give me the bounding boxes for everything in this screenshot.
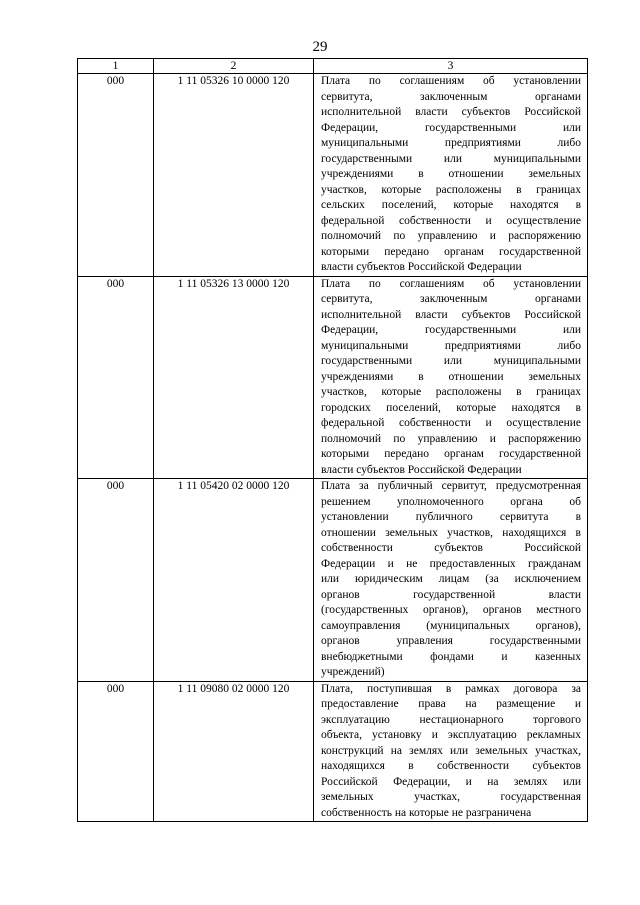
description-line: собственность на которые не разграничена xyxy=(321,806,532,819)
description-line: собственности субъектов Российской xyxy=(321,542,581,554)
description-line: Российской Федерации, и на землях или xyxy=(321,775,581,788)
description-line: власти субъектов Российской Федерации xyxy=(321,463,522,476)
description-line: земельных участках, государственная xyxy=(321,791,581,803)
table-row xyxy=(78,479,588,682)
income-code-cell: 1 11 05326 13 0000 120 xyxy=(154,276,314,479)
description-line: государственными или муниципальными xyxy=(321,152,581,165)
table-row xyxy=(78,681,588,822)
description-cell xyxy=(314,681,588,822)
description-line: исполнительной власти субъектов Российской xyxy=(321,308,581,321)
description-line: внебюджетными фондами и казенных xyxy=(321,650,581,663)
description-line: федеральной собственности и осуществление xyxy=(321,417,581,429)
description-line: полномочий по управлению и распоряжению xyxy=(321,230,581,242)
table-row xyxy=(78,276,588,479)
description-line: исполнительной власти субъектов Российской xyxy=(321,106,581,118)
description-line: Федерации и не предоставленных гражданам xyxy=(321,557,581,570)
admin-code-cell: 000 xyxy=(78,276,154,479)
description-line: городских поселений, которые находятся в xyxy=(321,401,581,414)
table-header-row xyxy=(78,59,588,74)
description-line: полномочий по управлению и распоряжению xyxy=(321,432,581,445)
description-cell xyxy=(314,479,588,682)
description-cell xyxy=(314,276,588,479)
admin-code-cell: 000 xyxy=(78,74,154,277)
description-line: муниципальными предприятиями либо xyxy=(321,339,581,352)
description-line: учреждениями в отношении земельных xyxy=(321,370,581,383)
income-code-cell: 1 11 05420 02 0000 120 xyxy=(154,479,314,682)
table-body xyxy=(78,74,588,822)
description-line: учреждениями в отношении земельных xyxy=(321,168,581,180)
column-header-2: 2 xyxy=(154,59,314,74)
description-line: власти субъектов Российской Федерации xyxy=(321,261,522,273)
description-line: Плата по соглашениям об установлении xyxy=(321,75,581,87)
column-header-1: 1 xyxy=(78,59,154,74)
income-code-cell: 1 11 05326 10 0000 120 xyxy=(154,74,314,277)
description-line: федеральной собственности и осуществление xyxy=(321,214,581,227)
description-cell xyxy=(314,74,588,277)
description-line: которыми передано органам государственной xyxy=(321,245,581,258)
description-line: учреждений) xyxy=(321,666,385,678)
description-line: которыми передано органам государственной xyxy=(321,448,581,460)
description-line: участков, которые расположены в границах xyxy=(321,386,581,398)
description-line: самоуправления (муниципальных органов), xyxy=(321,619,581,632)
description-line: Федерации, государственными или xyxy=(321,121,581,134)
description-line: Плата за публичный сервитут, предусмотренная xyxy=(321,480,581,492)
description-line: (государственных органов), органов местного xyxy=(321,604,581,616)
description-line: установлении публичного сервитута в xyxy=(321,511,581,523)
description-line: конструкций на землях или земельных участках, xyxy=(321,744,581,757)
admin-code-cell: 000 xyxy=(78,681,154,822)
description-line: участков, которые расположены в границах xyxy=(321,183,581,196)
column-header-3: 3 xyxy=(314,59,588,74)
description-line: находящихся в собственности субъектов xyxy=(321,760,581,772)
classification-table xyxy=(77,58,588,822)
description-line: Плата по соглашениям об установлении xyxy=(321,277,581,290)
description-line: объекта, установку и эксплуатацию рекламных xyxy=(321,729,581,741)
description-line: решением уполномоченного органа об xyxy=(321,495,581,508)
description-line: сервитута, заключенным органами xyxy=(321,90,581,103)
description-line: сервитута, заключенным органами xyxy=(321,293,581,305)
description-line: Федерации, государственными или xyxy=(321,324,581,336)
description-line: эксплуатацию нестационарного торгового xyxy=(321,713,581,726)
description-line: государственными или муниципальными xyxy=(321,355,581,367)
description-line: отношении земельных участков, находящихся в xyxy=(321,526,581,539)
description-line: органов государственной власти xyxy=(321,588,581,601)
description-line: или юридическим лицам (за исключением xyxy=(321,573,581,585)
description-line: Плата, поступившая в рамках договора за xyxy=(321,682,581,695)
description-line: предоставление права на размещение и xyxy=(321,698,581,710)
description-line: сельских поселений, которые находятся в xyxy=(321,199,581,211)
admin-code-cell: 000 xyxy=(78,479,154,682)
income-code-cell: 1 11 09080 02 0000 120 xyxy=(154,681,314,822)
description-line: органов управления государственными xyxy=(321,635,581,647)
description-line: муниципальными предприятиями либо xyxy=(321,137,581,149)
page-number: 29 xyxy=(312,39,328,55)
table-row xyxy=(78,74,588,277)
